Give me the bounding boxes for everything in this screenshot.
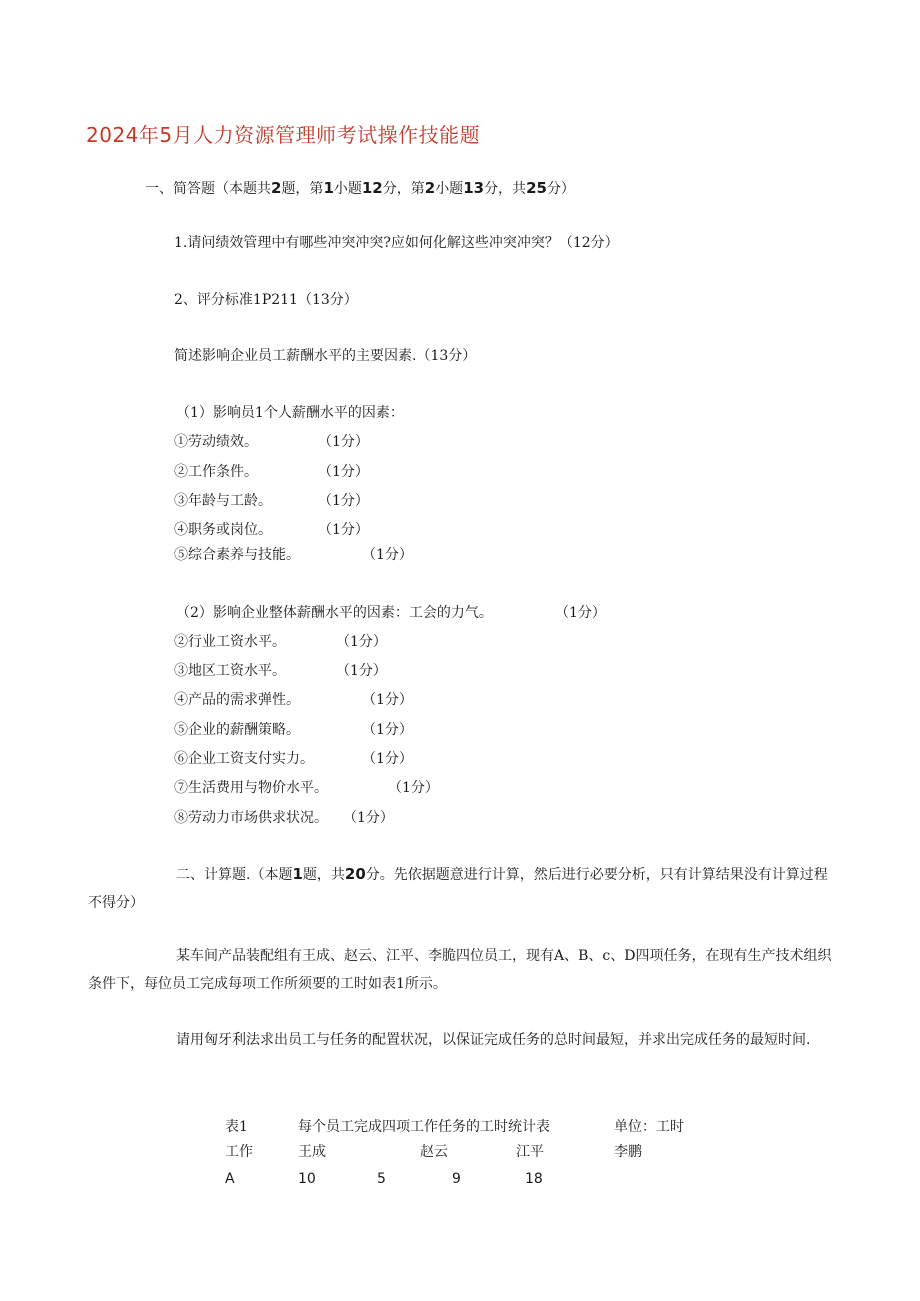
table-cell: 9 xyxy=(452,1171,461,1187)
question-2-prompt: 简述影响企业员工薪酬水平的主要因素.（13分） xyxy=(174,348,477,364)
heading-text: 题，共 xyxy=(302,867,345,883)
item-text: ④职务或岗位。 xyxy=(174,522,272,538)
table-caption: 每个员工完成四项工作任务的工时统计表 xyxy=(298,1119,550,1135)
list-item: ⑦生活费用与物价水平。 xyxy=(174,780,328,796)
heading-number: 25 xyxy=(526,179,547,197)
table-cell: 18 xyxy=(525,1171,543,1187)
page-title: 2024年5月人力资源管理师考试操作技能题 xyxy=(86,123,481,147)
heading-number: 2 xyxy=(424,179,436,197)
heading-text: 二、计算题.（本题 xyxy=(176,867,293,883)
item-score: （1分） xyxy=(336,663,387,679)
list-item: ⑧劳动力市场供求状况。 xyxy=(174,810,328,826)
item-score: （1分） xyxy=(318,464,369,480)
heading-text: 分） xyxy=(546,181,575,197)
item-text: ③年龄与工龄。 xyxy=(174,493,272,509)
item-score: （1分） xyxy=(336,634,387,650)
part2-heading: （2）影响企业整体薪酬水平的因素：工会的力气。 xyxy=(176,605,493,621)
section2-heading xyxy=(88,860,832,917)
list-item xyxy=(174,545,300,565)
item-text: ②工作条件。 xyxy=(174,464,258,480)
table-cell: A xyxy=(225,1171,235,1187)
heading-text: 小题 xyxy=(435,181,464,197)
item-text: ①劳动绩效。 xyxy=(174,434,258,450)
item-score: （1分） xyxy=(362,751,413,767)
table-cell: 10 xyxy=(298,1171,316,1187)
item-score: （1分） xyxy=(388,780,439,796)
item-score: （1分） xyxy=(362,692,413,708)
heading-text: 一、简答题（本题共 xyxy=(145,181,271,197)
list-item xyxy=(174,520,272,540)
list-item: ⑤企业的薪酬策略。 xyxy=(174,722,300,738)
column-header: 赵云 xyxy=(420,1144,448,1160)
heading-text: 题，第 xyxy=(281,181,324,197)
heading-number: 2 xyxy=(271,179,282,197)
heading-number: 1 xyxy=(292,865,303,883)
list-item: ⑥企业工资支付实力。 xyxy=(174,751,314,767)
item-score: （1分） xyxy=(318,434,369,450)
heading-text: 分，第 xyxy=(382,181,425,197)
section2-paragraph-1: 某车间产品装配组有王成、赵云、江平、李脆四位员工，现有A、B、c、D四项任务，在现有生产技术组织条件下，每位员工完成每项工作所须要的工时如表1所示。 xyxy=(88,948,832,992)
heading-number: 13 xyxy=(463,179,485,197)
heading-text: 小题 xyxy=(333,181,362,197)
part2-heading-score: （1分） xyxy=(555,605,606,621)
list-item xyxy=(174,462,258,482)
table-label: 表1 xyxy=(225,1119,248,1135)
column-header: 王成 xyxy=(298,1144,326,1160)
heading-number: 20 xyxy=(344,865,366,883)
table-cell: 5 xyxy=(377,1171,386,1187)
item-score: （1分） xyxy=(318,522,369,538)
item-score: （1分） xyxy=(318,493,369,509)
list-item: ③地区工资水平。 xyxy=(174,663,286,679)
heading-number: 1 xyxy=(323,179,334,197)
question-1: 1.请问绩效管理中有哪些冲突冲突?应如何化解这些冲突冲突？（12分） xyxy=(174,235,619,251)
heading-text: 分。先依据题意进行计算，然后进行必要分析，只有计算结果没有计算过程不得分） xyxy=(88,867,828,911)
column-header: 李鹏 xyxy=(614,1144,642,1160)
list-item xyxy=(174,432,258,452)
column-header: 工作 xyxy=(225,1144,253,1160)
list-item: ④产品的需求弹性。 xyxy=(174,692,300,708)
item-score: （1分） xyxy=(343,810,394,826)
item-text: ⑤综合素养与技能。 xyxy=(174,547,300,563)
column-header: 江平 xyxy=(516,1144,544,1160)
section1-heading xyxy=(145,178,575,199)
question-2: 2、评分标准1P211（13分） xyxy=(174,292,358,308)
item-score: （1分） xyxy=(362,547,413,563)
heading-number: 12 xyxy=(361,179,383,197)
list-item xyxy=(174,491,272,511)
table-unit: 单位：工时 xyxy=(614,1119,684,1135)
part1-heading: （1）影响员1个人薪酬水平的因素： xyxy=(176,405,404,421)
heading-text: 分，共 xyxy=(484,181,527,197)
section2-paragraph-2: 请用匈牙利法求出员工与任务的配置状况，以保证完成任务的总时间最短，并求出完成任务的最短时间. xyxy=(176,1032,811,1048)
item-score: （1分） xyxy=(362,722,413,738)
list-item: ②行业工资水平。 xyxy=(174,634,286,650)
